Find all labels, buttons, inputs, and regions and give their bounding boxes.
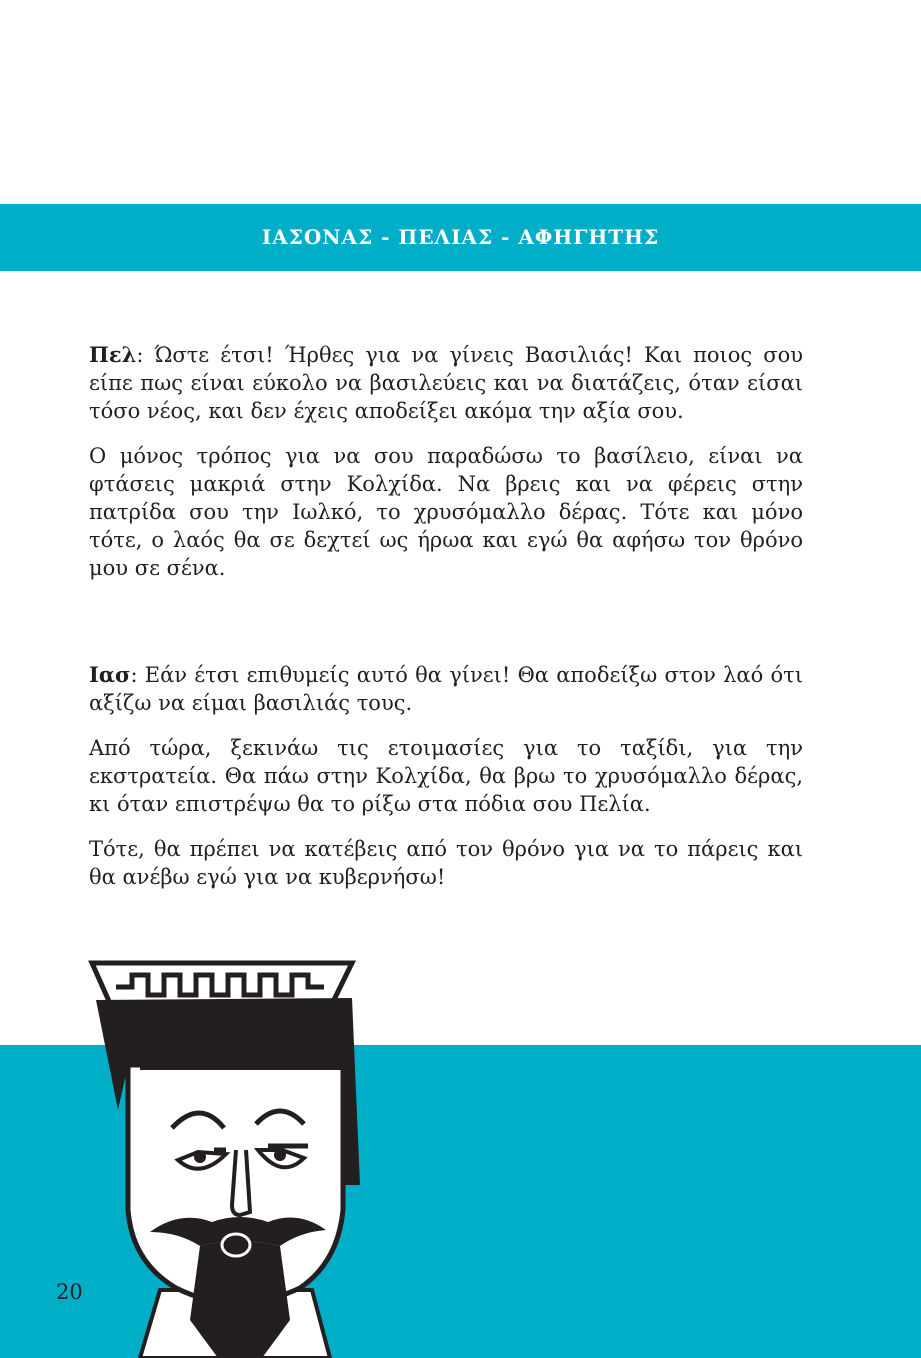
speaker-label: Ιασ bbox=[89, 662, 131, 687]
dialogue-paragraph: Τότε, θα πρέπει να κατέβεις από τον θρόνο για να το πάρεις και θα ανέβω εγώ για να κυβερνήσω! bbox=[89, 837, 803, 889]
dialogue-text: : Ώστε έτσι! Ήρθες για να γίνεις Βασιλιάς! Και ποιος σου είπε πως είναι εύκολο να βασιλεύεις και να διατάζεις, όταν είσαι τόσο νέος, και δεν έχεις αποδείξει ακόμα την αξία σου. bbox=[89, 343, 803, 423]
dialogue-paragraph: Ο μόνος τρόπος για να σου παραδώσω το βασίλειο, είναι να φτάσεις μακριά στην Κολχίδα. Να βρεις και να φέρεις στην πατρίδα σου την Ιωλκό, το χρυσόμαλλο δέρας. Τότε και μόνο τότε, ο λαός θα σε δεχτεί ως ήρωα και εγώ θα αφήσω τον θρόνο μου σε σένα. bbox=[89, 444, 803, 580]
speaker-label: Πελ bbox=[89, 342, 137, 367]
page-title: ΙΑΣΟΝΑΣ - ΠΕΛΙΑΣ - ΑΦΗΓΗΤΗΣ bbox=[261, 225, 660, 249]
page-number: 20 bbox=[56, 1280, 83, 1304]
dialogue-text: : Εάν έτσι επιθυμείς αυτό θα γίνει! Θα αποδείξω στον λαό ότι αξίζω να είμαι βασιλιάς τους. bbox=[89, 663, 803, 715]
dialogue-paragraph: Από τώρα, ξεκινάω τις ετοιμασίες για το ταξίδι, για την εκστρατεία. Θα πάω στην Κολχίδα, θα βρω το χρυσόμαλλο δέρας, κι όταν επιστρέψω θα το ρίξω στα πόδια σου Πελία. bbox=[89, 736, 803, 816]
